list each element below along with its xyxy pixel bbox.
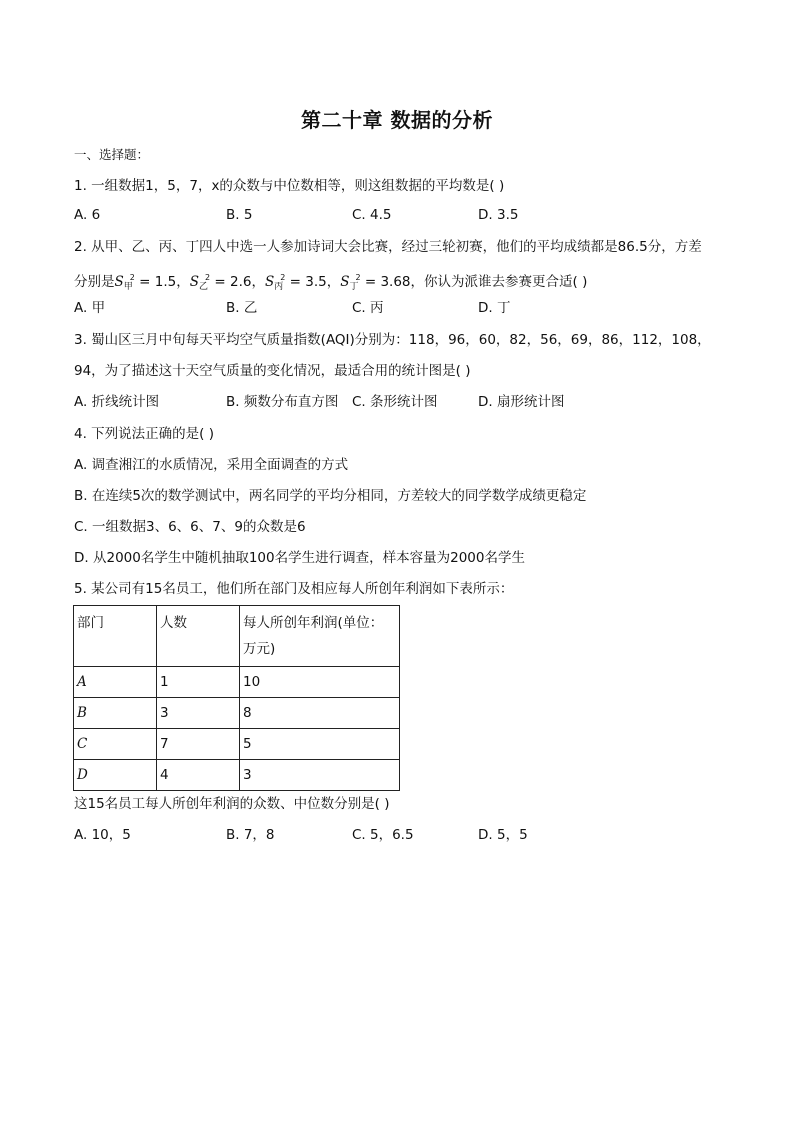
question-1-option-d: D. 3.5 (478, 207, 519, 223)
table-header-row (74, 606, 400, 667)
question-2-line-1: 2. 从甲、乙、丙、丁四人中选一人参加诗词大会比赛，经过三轮初赛，他们的平均成绩都是86.5分，方差 (74, 239, 702, 255)
variance-symbol-1: S (114, 274, 124, 290)
profit-table (73, 605, 400, 791)
question-5-option-a: A. 10，5 (74, 827, 131, 843)
question-4-option-a: A. 调查湘江的水质情况，采用全面调查的方式 (74, 457, 349, 473)
header-profit-line-1: 每人所创年利润(单位： (243, 615, 384, 631)
page-title: 第二十章 数据的分析 (301, 108, 493, 132)
question-4-option-c: C. 一组数据3、6、6、7、9的众数是6 (74, 519, 306, 535)
question-5-followup: 这15名员工每人所创年利润的众数、中位数分别是( ) (74, 796, 390, 812)
variance-symbol-4: S (340, 274, 350, 290)
variance-symbol-2: S (189, 274, 199, 290)
question-1-option-a: A. 6 (74, 207, 101, 223)
variance-power-2: 2 (205, 273, 211, 282)
variance-power-3: 2 (280, 273, 286, 282)
table-row (74, 760, 400, 791)
table-cell-profit: 5 (240, 729, 400, 760)
variance-subscript-3: 丙 (274, 282, 284, 292)
table-cell-department: C (74, 729, 157, 760)
question-3-option-a: A. 折线统计图 (74, 394, 160, 410)
question-5-option-b: B. 7，8 (226, 827, 275, 843)
table-cell-department: B (74, 698, 157, 729)
question-1-option-c: C. 4.5 (352, 207, 392, 223)
question-3-option-c: C. 条形统计图 (352, 394, 438, 410)
variance-power-4: 2 (355, 273, 361, 282)
question-4-text: 4. 下列说法正确的是( ) (74, 426, 214, 442)
question-2-line-2 (74, 268, 587, 297)
variance-subscript-4: 丁 (349, 282, 359, 292)
variance-value-4: = 3.68， (364, 274, 425, 290)
question-4-option-d: D. 从2000名学生中随机抽取100名学生进行调查，样本容量为2000名学生 (74, 550, 525, 566)
table-cell-profit: 10 (240, 667, 400, 698)
variance-subscript-2: 乙 (198, 282, 208, 292)
variance-subscript-1: 甲 (123, 282, 133, 292)
table-cell-count: 3 (157, 698, 240, 729)
variance-symbol-3: S (264, 274, 275, 290)
variance-value-2: = 2.6， (214, 274, 265, 290)
question-5-option-c: C. 5，6.5 (352, 827, 414, 843)
variance-power-1: 2 (129, 273, 135, 282)
question-1-text: 1. 一组数据1，5，7，x的众数与中位数相等，则这组数据的平均数是( ) (74, 178, 505, 194)
question-3-option-d: D. 扇形统计图 (478, 394, 565, 410)
question-2-option-a: A. 甲 (74, 300, 106, 316)
table-cell-count: 1 (157, 667, 240, 698)
question-5-text: 5. 某公司有15名员工，他们所在部门及相应每人所创年利润如下表所示： (74, 581, 514, 597)
table-cell-department: D (74, 760, 157, 791)
question-4-option-b: B. 在连续5次的数学测试中，两名同学的平均分相同，方差较大的同学数学成绩更稳定 (74, 488, 587, 504)
question-2-option-b: B. 乙 (226, 300, 258, 316)
question-3-line-2: 94，为了描述这十天空气质量的变化情况，最适合用的统计图是( ) (74, 363, 471, 379)
question-2-option-c: C. 丙 (352, 300, 384, 316)
question-3-line-1: 3. 蜀山区三月中旬每天平均空气质量指数(AQI)分别为：118，96，60，82，56，69，86，112，108， (74, 332, 711, 348)
variance-value-1: = 1.5， (139, 274, 190, 290)
variance-value-3: = 3.5， (289, 274, 341, 290)
table-cell-profit: 8 (240, 698, 400, 729)
table-cell-department: A (74, 667, 157, 698)
question-2-prefix: 分别是 (74, 274, 115, 290)
question-5-option-d: D. 5，5 (478, 827, 528, 843)
question-2-option-d: D. 丁 (478, 300, 511, 316)
table-row (74, 698, 400, 729)
table-cell-profit: 3 (240, 760, 400, 791)
table-header-cell: 人数 (157, 606, 240, 667)
question-1-option-b: B. 5 (226, 207, 253, 223)
question-2-suffix: 你认为派谁去参赛更合适( ) (424, 274, 588, 290)
section-heading: 一、选择题： (74, 147, 150, 162)
table-row (74, 667, 400, 698)
question-3-option-b: B. 频数分布直方图 (226, 394, 339, 410)
table-header-cell (240, 606, 400, 667)
table-header-cell: 部门 (74, 606, 157, 667)
header-profit-line-2: 万元) (243, 641, 276, 657)
table-row (74, 729, 400, 760)
table-cell-count: 7 (157, 729, 240, 760)
table-cell-count: 4 (157, 760, 240, 791)
